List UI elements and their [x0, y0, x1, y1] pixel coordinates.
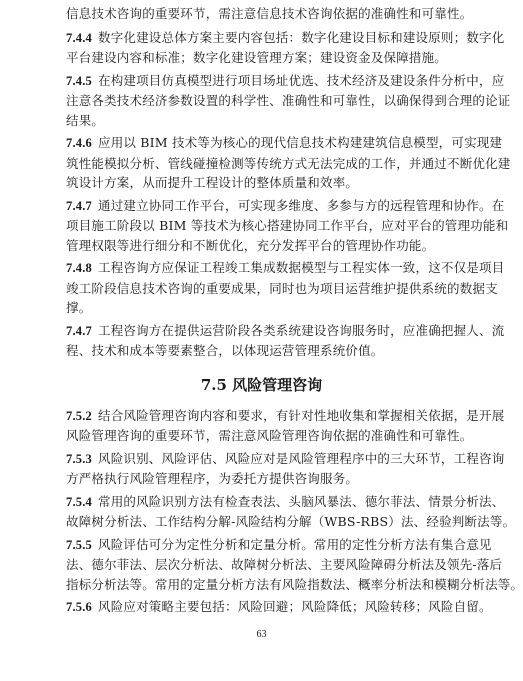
clause-number: 7.5.5: [66, 537, 92, 552]
clause-number: 7.5.4: [66, 494, 92, 509]
clause-number: 7.5.6: [66, 600, 92, 614]
text-line: 风险管理咨询的重要环节，需注意风险管理咨询依据的准确性和可靠性。: [66, 428, 473, 443]
text-line: 风险识别、风险评估、风险应对是风险管理程序中的三大环节，工程咨询: [98, 450, 505, 466]
text-line: 常用的风险识别方法有检查表法、头脑风暴法、德尔菲法、情景分析法、: [98, 493, 505, 509]
clause-number: 7.5.2: [66, 408, 92, 423]
clause-number: 7.4.5: [66, 73, 92, 88]
text-line: 法、德尔菲法、层次分析法、故障树分析法、主要风险障碍分析法及领先-落后: [66, 557, 503, 572]
text-line: 管理权限等进行细分和不断优化，充分发挥平台的管理协作功能。: [66, 237, 435, 253]
clause-number: 7.4.8: [66, 261, 92, 275]
text-line: 项目施工阶段以 BIM 等技术为核心搭建协同工作平台，应对平台的管理功能和: [66, 218, 509, 233]
paragraph-7-5-6: [66, 597, 492, 618]
text-line: 程、技术和成本等要素整合，以体现运营管理系统价值。: [66, 343, 384, 358]
text-line: 工程咨询方在提供运营阶段各类系统建设咨询服务时，应准确把握人、流: [98, 322, 505, 338]
paragraph-7-5-5: [66, 535, 523, 595]
text-line: 筑性能模拟分析、管线碰撞检测等传统方式无法完成的工作，并通过不断优化建: [66, 155, 511, 171]
text-line: 在构建项目仿真模型进行项目场址优选、技术经济及建设条件分析中，应: [98, 72, 505, 88]
paragraph-7-5-3: [66, 449, 505, 489]
paragraph-7-4-6: [66, 133, 511, 193]
page-number: 63: [256, 628, 267, 640]
text-line: 工程咨询方应保证工程竣工集成数据模型与工程实体一致，这不仅是项目: [98, 260, 505, 275]
text-line: 信息技术咨询的重要环节，需注意信息技术咨询依据的准确性和可靠性。: [66, 6, 473, 21]
paragraph-7-4-7: [66, 196, 509, 256]
clause-number: 7.5.3: [66, 451, 92, 466]
text-line: 结果。: [66, 112, 105, 128]
clause-number: 7.4.6: [66, 136, 92, 150]
text-line: 平台建设内容和标准；数字化建设管理方案；建设资金及保障措施。: [66, 50, 448, 65]
paragraph-7-5-4: [66, 492, 516, 532]
text-line: 指标分析法等。常用的定量分析方法有风险指数法、概率分析法和模糊分析法等。: [66, 576, 523, 592]
paragraph-7-4-7-second: [66, 321, 505, 361]
text-line: 方严格执行风险管理程序，为委托方提供咨询服务。: [66, 471, 359, 486]
paragraph-7-4-8: [66, 258, 505, 318]
text-line: 通过建立协同工作平台，可实现多维度、多参与方的远程管理和协作。在: [98, 197, 505, 213]
paragraph-7-4-4: [66, 28, 505, 68]
text-line: 筑设计方案，从而提升工程设计的整体质量和效率。: [66, 175, 359, 190]
clause-number: 7.4.7: [66, 198, 92, 213]
paragraph-7-5-2: [66, 406, 505, 446]
text-line: 风险应对策略主要包括：风险回避；风险降低；风险转移；风险自留。: [98, 599, 492, 614]
text-line: 数字化建设总体方案主要内容包括：数字化建设目标和建设原则；数字化: [98, 29, 505, 45]
text-line: 故障树分析法、工作结构分解-风险结构分解（WBS-RBS）法、经验判断法等。: [66, 514, 516, 529]
clause-number: 7.4.4: [66, 30, 92, 45]
text-line: 注意各类技术经济参数设置的科学性、准确性和可靠性，以确保得到合理的论证: [66, 93, 511, 108]
paragraph-continuation: [66, 4, 473, 24]
paragraph-7-4-5: [66, 71, 511, 131]
text-line: 风险评估可分为定性分析和定量分析。常用的定性分析方法有集合意见: [98, 536, 492, 552]
text-line: 应用以 BIM 技术等为核心的现代信息技术构建建筑信息模型，可实现建: [98, 135, 503, 150]
text-line: 竣工阶段信息技术咨询的重要成果，同时也为项目运营维护提供系统的数据支: [66, 280, 498, 296]
text-line: 撑。: [66, 300, 92, 315]
clause-number: 7.4.7: [66, 323, 92, 338]
text-line: 结合风险管理咨询内容和要求，有针对性地收集和掌握相关依据，是开展: [98, 407, 505, 423]
section-heading: 7.5 风险管理咨询: [200, 375, 323, 394]
